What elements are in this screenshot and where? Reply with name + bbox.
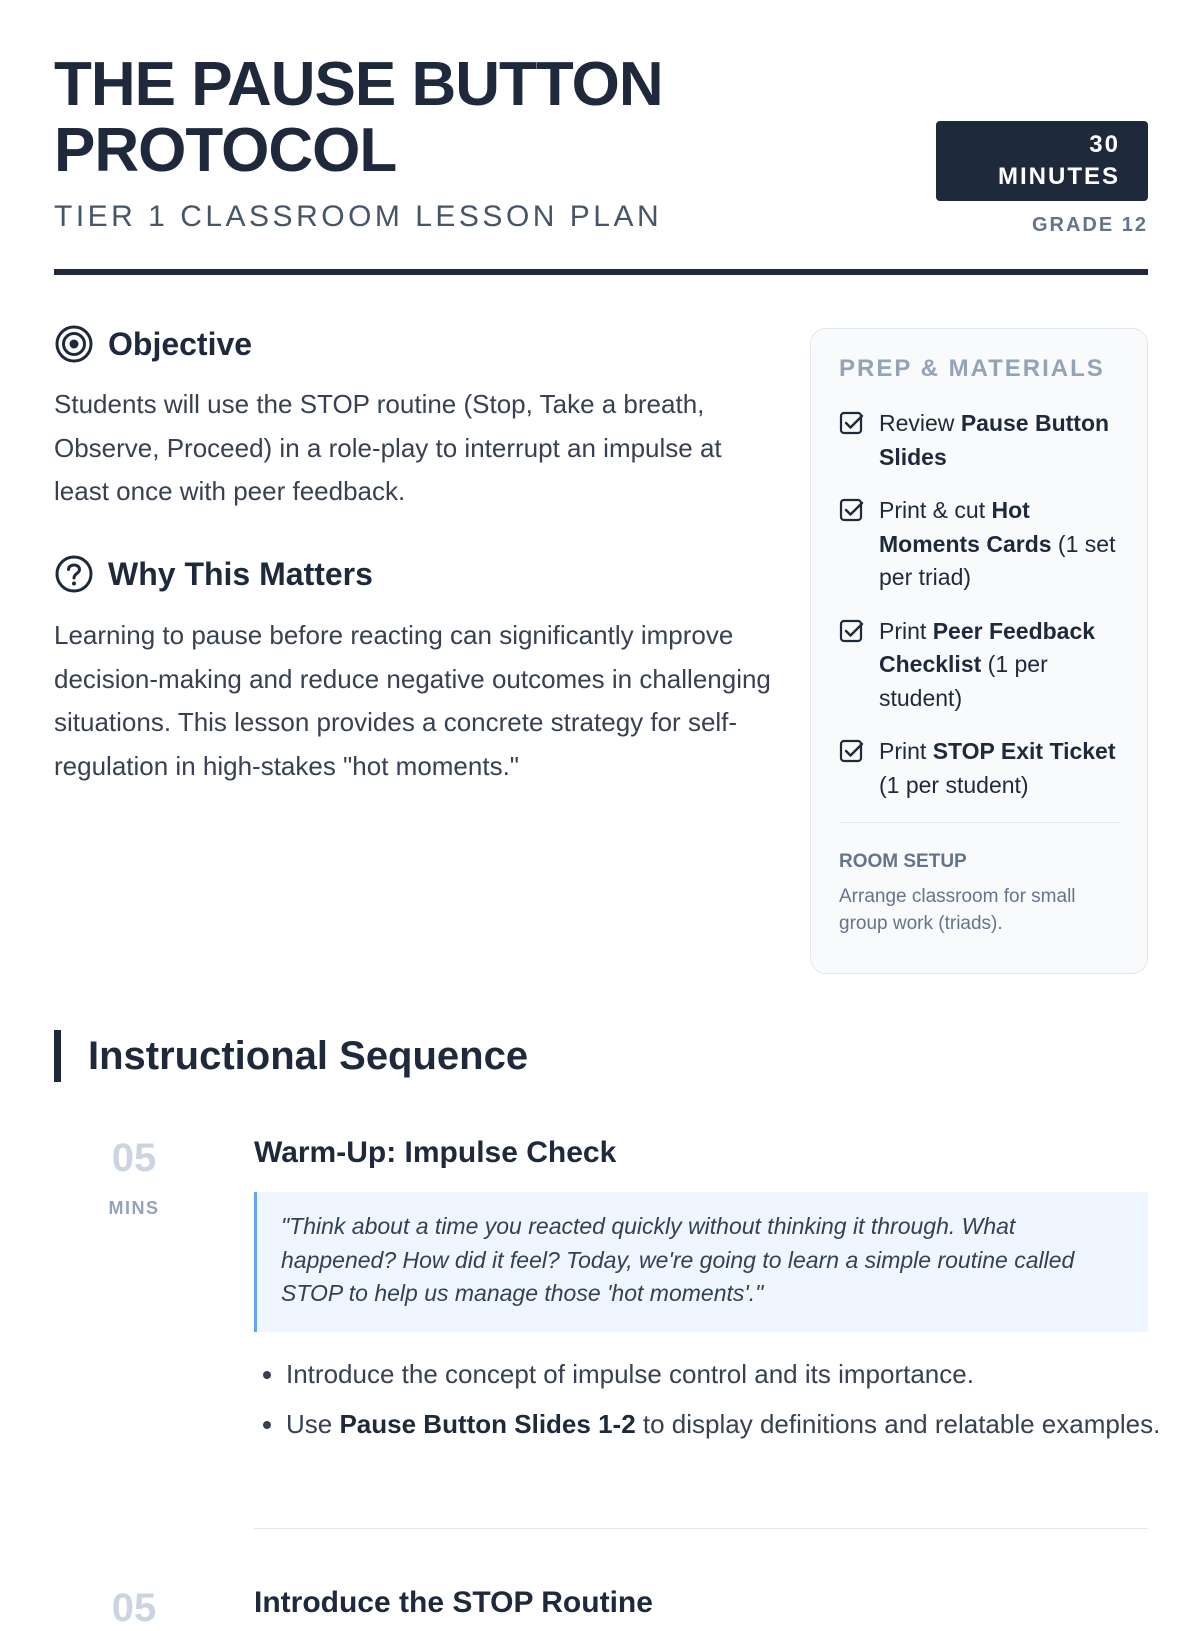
prep-item-text: Print STOP Exit Ticket (1 per student): [879, 738, 1116, 798]
teacher-script-text: "Think about a time you reacted quickly without thinking it through. What happened? How did it feel? Today, we're going to learn a simple routine called STOP to help us manage those 'hot moments'.": [281, 1213, 1075, 1306]
prep-divider: [839, 822, 1119, 823]
objective-heading: Objective: [108, 325, 253, 362]
lesson-plan-page: [54, 0, 1161, 1630]
grade-label: GRADE 12: [1031, 214, 1148, 236]
step-minutes: 05: [111, 1586, 157, 1630]
list-item: • Introduce the concept of impulse control and its importance.: [286, 1353, 1180, 1397]
target-icon: [54, 324, 94, 364]
why-heading: Why This Matters: [108, 555, 373, 592]
prep-title: PREP & MATERIALS: [839, 355, 1105, 382]
prep-materials-card: [810, 328, 1148, 974]
checkbox-checked-icon[interactable]: [839, 619, 865, 645]
page-title: THE PAUSE BUTTON PROTOCOL: [54, 50, 663, 185]
duration-unit: MINUTES: [998, 163, 1120, 190]
checkbox-checked-icon[interactable]: [839, 498, 865, 524]
room-setup-title: ROOM SETUP: [839, 851, 967, 872]
list-item: • Use Pause Button Slides 1-2 to display definitions and relatable examples.: [286, 1403, 1180, 1447]
step-bullet-list: [254, 1353, 1180, 1452]
objective-heading-row: [54, 324, 252, 364]
checkbox-checked-icon[interactable]: [839, 739, 865, 765]
why-text: Learning to pause before reacting can significantly improve decision-making and reduce negative outcomes in challenging situations. This lesson provides a concrete strategy for self-regulation in high-stakes "hot moments.": [54, 620, 771, 781]
room-setup-text: Arrange classroom for small group work (triads).: [839, 886, 1076, 934]
duration-number: 30: [1089, 131, 1120, 158]
prep-item-text: Print Peer Feedback Checklist (1 per student): [879, 617, 1096, 711]
sequence-heading-block: [54, 1030, 528, 1082]
prep-item: [839, 735, 1119, 802]
page-subtitle: TIER 1 CLASSROOM LESSON PLAN: [54, 200, 663, 233]
prep-item: [839, 494, 1119, 595]
step-title: Introduce the STOP Routine: [254, 1586, 653, 1619]
page-header: [54, 0, 1148, 275]
prep-item-text: Print & cut Hot Moments Cards (1 set per triad): [879, 497, 1116, 590]
step-minutes-unit: MINS: [108, 1198, 160, 1218]
prep-item: [839, 615, 1119, 716]
duration-badge: [936, 121, 1148, 201]
objective-text: Students will use the STOP routine (Stop, Take a breath, Observe, Proceed) in a role-play to interrupt an impulse at least once with peer feedback.: [54, 389, 722, 506]
prep-item: [839, 407, 1119, 474]
checkbox-checked-icon[interactable]: [839, 411, 865, 437]
step-title: Warm-Up: Impulse Check: [254, 1136, 617, 1169]
why-heading-row: [54, 554, 373, 594]
step-minutes: 05: [111, 1136, 157, 1180]
prep-item-text: Review Pause Button Slides: [879, 410, 1110, 470]
step-divider: [254, 1528, 1148, 1529]
sequence-heading: Instructional Sequence: [88, 1034, 529, 1078]
question-circle-icon: [54, 554, 94, 594]
teacher-script-quote: [254, 1192, 1148, 1332]
